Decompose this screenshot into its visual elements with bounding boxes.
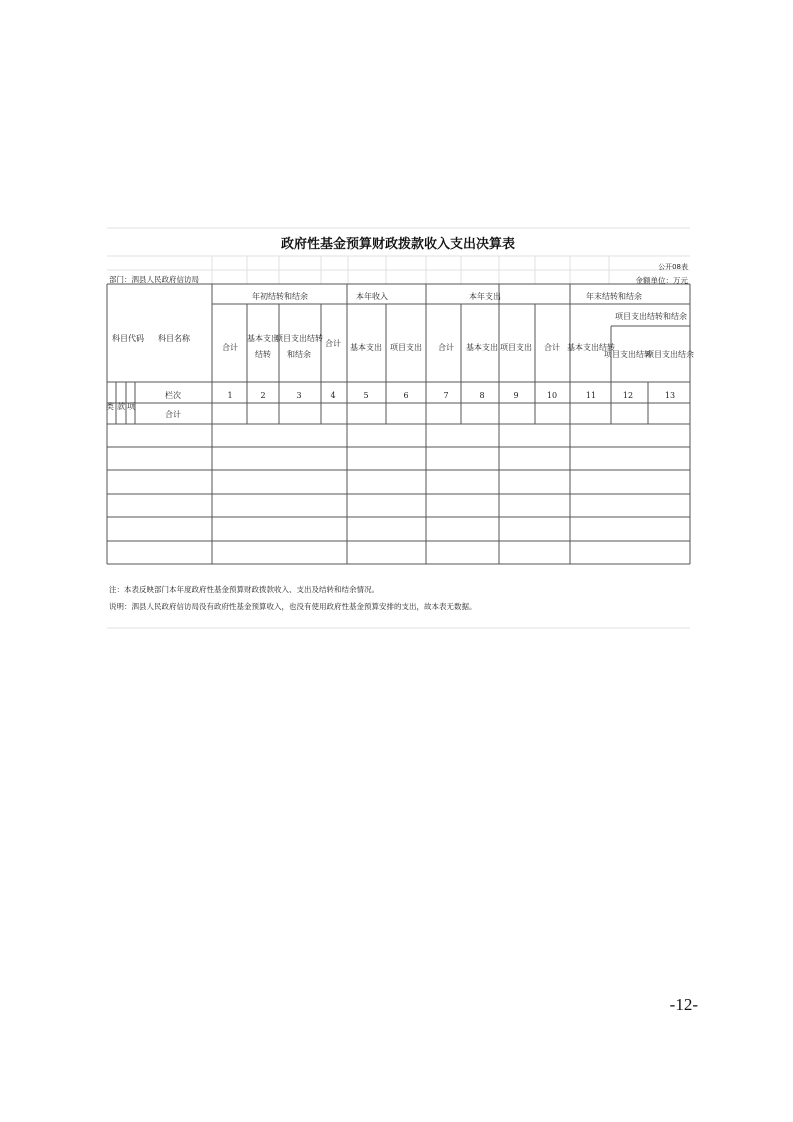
column-number-10: 10	[546, 391, 558, 400]
header-col10-total: 合计	[544, 343, 560, 352]
header-ending-balance: 年末结转和结余	[586, 292, 642, 301]
header-project-expense-balance: 项目支出结转和结余	[615, 312, 687, 321]
amount-unit: 金额单位：万元	[635, 276, 688, 285]
column-number-4: 4	[330, 391, 336, 400]
header-col13-project-surplus: 项目支出结余	[646, 350, 694, 359]
column-number-1: 1	[227, 391, 233, 400]
column-number-11: 11	[585, 391, 597, 400]
header-col3-line1: 项目支出结转	[275, 334, 323, 343]
label-column-number: 栏次	[165, 391, 181, 400]
header-col2-line2: 结转	[255, 350, 271, 359]
label-lei: 类	[106, 402, 114, 411]
header-col2-line1: 基本支出	[247, 334, 279, 343]
table-note: 注：本表反映部门本年度政府性基金预算财政拨款收入、支出及结转和结余情况。	[109, 585, 379, 594]
header-col11-basic-carryover: 基本支出结转	[567, 343, 615, 352]
header-current-income: 本年收入	[356, 292, 388, 301]
column-number-2: 2	[260, 391, 266, 400]
column-number-5: 5	[363, 391, 369, 400]
table-explanation: 说明：泗县人民政府信访局没有政府性基金预算收入，也没有使用政府性基金预算安排的支出，故本表无数据。	[109, 602, 477, 611]
header-col1-total: 合计	[222, 343, 238, 352]
column-number-6: 6	[403, 391, 409, 400]
header-subject-code: 科目代码	[112, 334, 144, 343]
spreadsheet-gridlines	[107, 228, 690, 628]
header-col4-total: 合计	[325, 339, 341, 348]
column-number-3: 3	[296, 391, 302, 400]
department-label: 部门：泗县人民政府信访局	[109, 275, 199, 284]
table-title: 政府性基金预算财政拨款收入支出决算表	[280, 237, 516, 252]
table-borders	[107, 284, 690, 564]
form-code: 公开08表	[658, 263, 688, 271]
header-col7-total: 合计	[438, 343, 454, 352]
label-xiang: 项	[127, 402, 135, 411]
column-number-8: 8	[479, 391, 485, 400]
column-number-7: 7	[443, 391, 449, 400]
column-numbers	[227, 391, 675, 400]
header-beginning-balance: 年初结转和结余	[252, 292, 308, 301]
header-col8-basic: 基本支出	[466, 343, 498, 352]
label-total-row: 合计	[165, 410, 181, 419]
page-number: -12-	[669, 995, 698, 1014]
header-col5-basic: 基本支出	[350, 343, 382, 352]
header-current-expense: 本年支出	[469, 292, 501, 301]
header-subject-name: 科目名称	[158, 334, 190, 343]
label-kuan: 款	[117, 402, 125, 411]
header-col3-line2: 和结余	[287, 350, 311, 359]
header-col12-project-carryover: 项目支出结转	[604, 350, 652, 359]
column-number-13: 13	[664, 391, 676, 400]
column-number-9: 9	[513, 391, 519, 400]
column-number-12: 12	[622, 391, 634, 400]
header-col6-project: 项目支出	[390, 343, 422, 352]
header-col9-project: 项目支出	[500, 343, 532, 352]
